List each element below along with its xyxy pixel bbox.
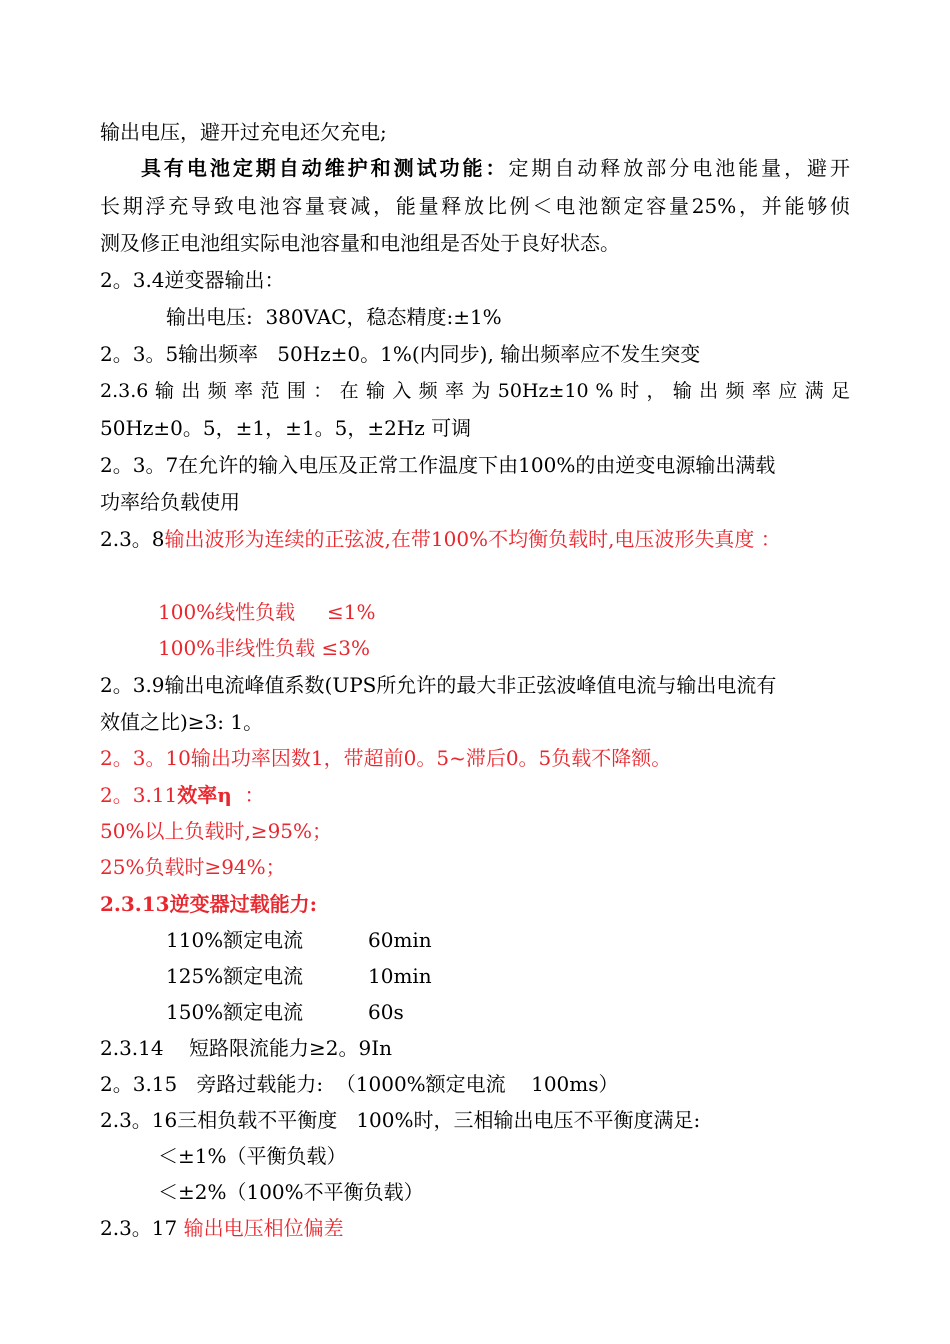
section-2-3-8 (100, 525, 781, 553)
overload-125-label: 125%额定电流 (166, 964, 304, 988)
efficiency-colon: ： (231, 783, 265, 807)
section-2-3-6: 2.3.6 输 出 频 率 范 围 ： 在 输 入 频 率 为 50Hz±10 % 时 ， 输 出 频 率 应 满 足 (100, 380, 850, 402)
text-battery-maintenance: 定期自动释放部分电池能量，避开 (508, 156, 851, 180)
section-2-3-17 (100, 1214, 344, 1242)
section-2-3-15: 2。3.15 旁路过载能力: （1000%额定电流 100ms） (100, 1072, 619, 1096)
frequency-adjust-line: 50Hz±0。5，±1，±1。5，±2Hz 可调 (100, 416, 472, 440)
heading-battery-maintenance: 具有电池定期自动维护和测试功能： (138, 156, 509, 180)
overload-150-value: 60s (368, 1000, 404, 1024)
section-2-3-5: 2。3。5输出频率 50Hz±0。1%(内同步), 输出频率应不发生突变 (100, 342, 701, 366)
section-2-3-7: 2。3。7在允许的输入电压及正常工作温度下由100%的由逆变电源输出满载 (100, 453, 776, 477)
overload-110-label: 110%额定电流 (166, 928, 304, 952)
efficiency-50-load: 50%以上负载时,≥95%； (100, 819, 333, 843)
text-line-3: 长期浮充导致电池容量衰减，能量释放比例＜电池额定容量25%，并能够侦 (100, 194, 850, 218)
unbalanced-load-spec: ＜±2%（100%不平衡负载） (158, 1180, 424, 1204)
efficiency-25-load: 25%负载时≥94%； (100, 855, 286, 879)
text-line-11: 功率给负载使用 (100, 490, 240, 514)
efficiency-label: 效率η (177, 783, 232, 807)
section-2-3-9: 2。3.9输出电流峰值系数(UPS所允许的最大非正弦波峰值电流与输出电流有 (100, 673, 777, 697)
text-line-1: 输出电压，避开过充电还欠充电; (100, 120, 387, 144)
section-2-3-11 (100, 781, 265, 809)
section-2-3-13: 2.3.13逆变器过载能力: (100, 892, 317, 916)
phase-deviation-title: 输出电压相位偏差 (183, 1216, 344, 1240)
section-number-2-3-17: 2.3。17 (100, 1216, 184, 1240)
overload-125-value: 10min (368, 964, 432, 988)
balanced-load-spec: ＜±1%（平衡负载） (158, 1144, 347, 1168)
section-2-3-10: 2。3。10输出功率因数1，带超前0。5~滞后0。5负载不降额。 (100, 746, 672, 770)
text-line-16: 效值之比)≥3: 1。 (100, 710, 264, 734)
overload-150-label: 150%额定电流 (166, 1000, 304, 1024)
section-2-3-4: 2。3.4逆变器输出： (100, 268, 285, 292)
section-2-3-16: 2.3。16三相负载不平衡度 100%时，三相输出电压不平衡度满足: (100, 1108, 701, 1132)
text-line-4: 测及修正电池组实际电池容量和电池组是否处于良好状态。 (100, 231, 620, 255)
nonlinear-load-distortion: 100%非线性负载 ≤3% (158, 636, 371, 660)
paragraph-battery-maintenance (100, 154, 850, 182)
linear-load-distortion: 100%线性负载 ≤1% (158, 600, 376, 624)
section-number-2-3-8: 2.3。8 (100, 527, 165, 551)
waveform-spec: 输出波形为连续的正弦波,在带100%不均衡负载时,电压波形失真度 ： (164, 527, 781, 551)
overload-110-value: 60min (368, 928, 432, 952)
section-number-2-3-11: 2。3.11 (100, 783, 178, 807)
section-2-3-14: 2.3.14 短路限流能力≥2。9In (100, 1036, 393, 1060)
output-voltage-spec: 输出电压: 380VAC，稳态精度:±1% (166, 305, 502, 329)
